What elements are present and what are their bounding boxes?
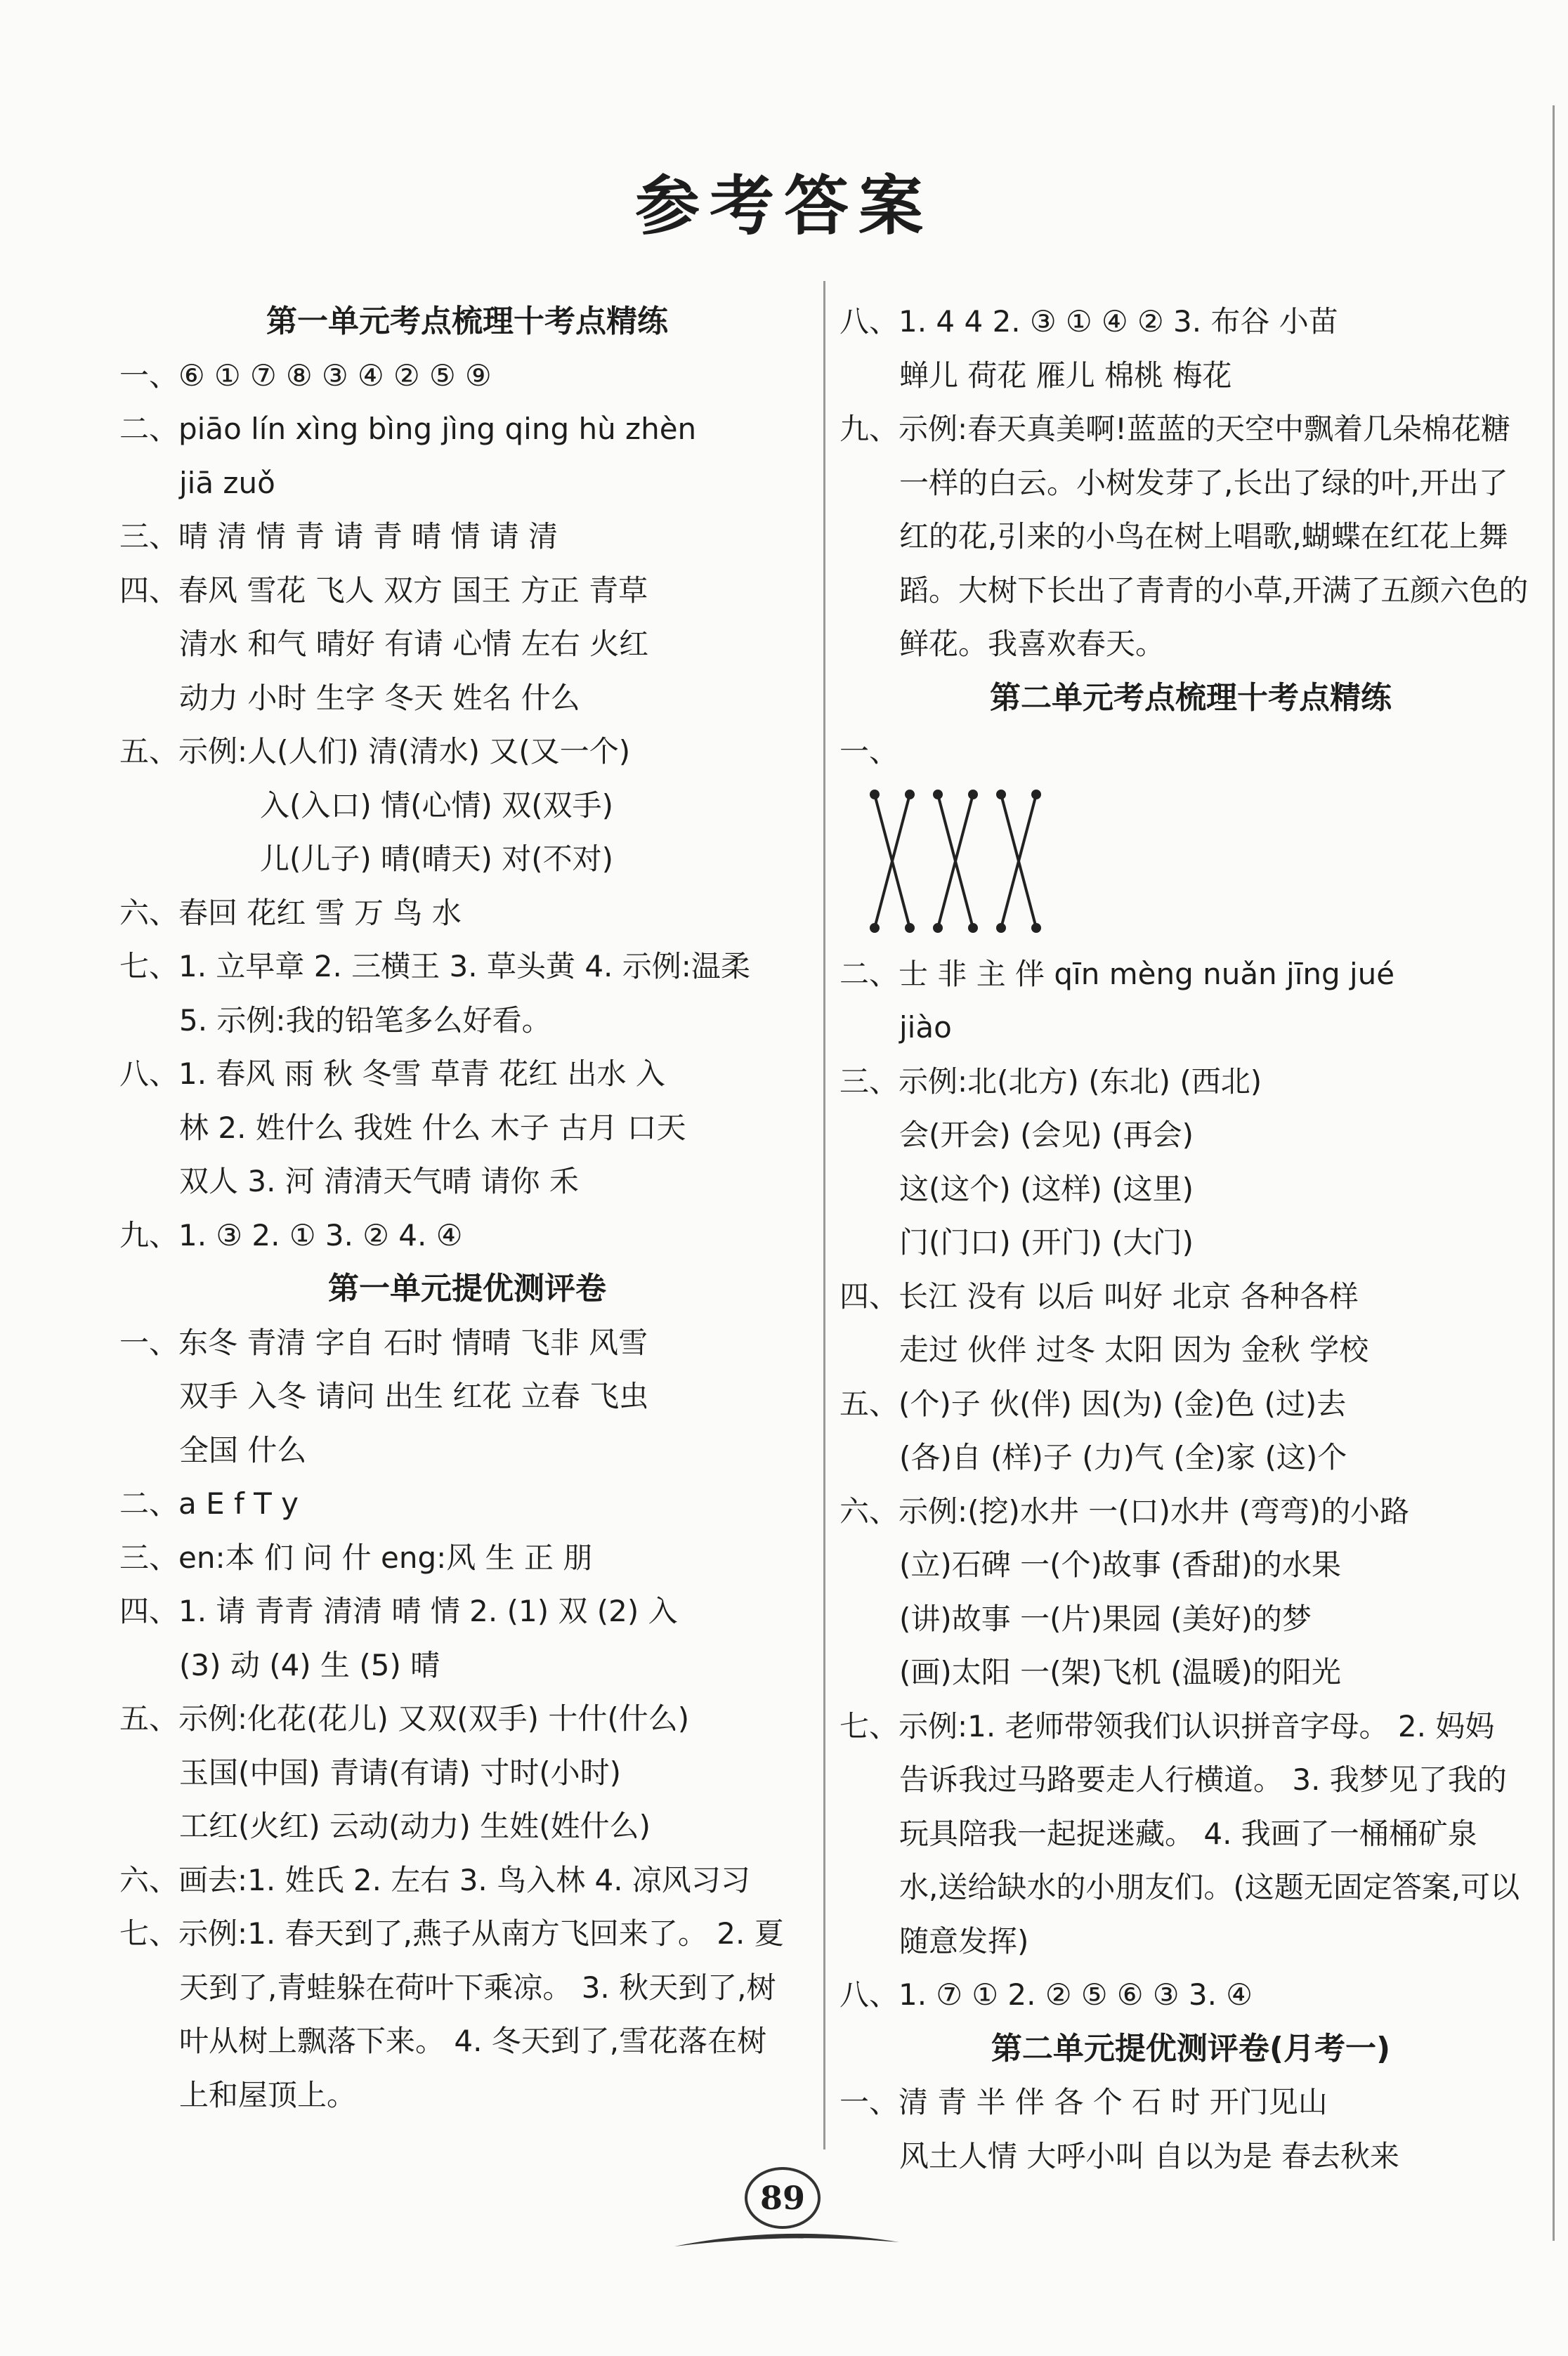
page-number: 89 (745, 2167, 821, 2229)
answer-line: 一样的白云。小树发芽了,长出了绿的叶,开出了 (899, 465, 1508, 500)
answer-line: 八、1. 春风 雨 秋 冬雪 草青 花红 出水 入 (119, 1056, 665, 1091)
right-column (839, 295, 1542, 2183)
page-edge-line (1553, 105, 1555, 2241)
answer-line: 七、1. 立早章 2. 三横王 3. 草头黄 4. 示例:温柔 (119, 949, 750, 983)
answer-line: (画)太阳 一(架)飞机 (温暖)的阳光 (899, 1655, 1342, 1689)
section-heading: 第一单元提优测评卷 (328, 1271, 606, 1307)
answer-line: 鲜花。我喜欢春天。 (899, 627, 1165, 661)
answer-line: 一、⑥ ① ⑦ ⑧ ③ ④ ② ⑤ ⑨ (119, 358, 492, 393)
answer-line: jiào (899, 1010, 952, 1045)
answer-line: 六、春回 花红 雪 万 鸟 水 (119, 895, 462, 930)
section-heading: 第一单元考点梳理十考点精练 (266, 303, 668, 339)
answer-line: 双人 3. 河 清清天气晴 请你 禾 (179, 1164, 579, 1198)
answer-line: 清水 和气 晴好 有请 心情 左右 火红 (179, 627, 649, 661)
answer-line: 三、示例:北(北方) (东北) (西北) (839, 1064, 1262, 1099)
answer-line: 一、清 青 半 伴 各 个 石 时 开门见山 (839, 2085, 1328, 2119)
answer-line: 六、画去:1. 姓氏 2. 左右 3. 鸟入林 4. 凉风习习 (119, 1862, 750, 1897)
answer-line: 八、1. 4 4 2. ③ ① ④ ② 3. 布谷 小苗 (839, 304, 1338, 339)
answer-line: 林 2. 姓什么 我姓 什么 木子 古月 口天 (179, 1110, 686, 1145)
answer-line: 儿(儿子) 晴(晴天) 对(不对) (260, 842, 614, 876)
answer-line: 一、东冬 青清 字自 石时 情晴 飞非 风雪 (119, 1325, 648, 1360)
answer-line: 玩具陪我一起捉迷藏。 4. 我画了一桶桶矿泉 (899, 1816, 1477, 1851)
answer-line: 玉国(中国) 青请(有请) 寸时(小时) (179, 1755, 622, 1790)
answer-line: 三、en:本 们 问 什 eng:风 生 正 朋 (119, 1540, 593, 1575)
answer-line: 水,送给缺水的小朋友们。(这题无固定答案,可以 (899, 1870, 1520, 1904)
answer-line: (各)自 (样)子 (力)气 (全)家 (这)个 (899, 1440, 1347, 1474)
answer-line: 二、士 非 主 伴 qīn mèng nuǎn jīng jué (839, 956, 1395, 991)
answer-line: jiā zuǒ (179, 465, 275, 500)
answer-line: 双手 入冬 请问 出生 红花 立春 飞虫 (179, 1379, 649, 1413)
answer-line: 五、(个)子 伙(伴) 因(为) (金)色 (过)去 (839, 1386, 1347, 1421)
left-column (119, 295, 815, 2122)
answer-line: 天到了,青蛙躲在荷叶下乘凉。 3. 秋天到了,树 (179, 1970, 776, 2005)
answer-line: 工红(火红) 云动(动力) 生姓(姓什么) (179, 1809, 651, 1843)
answer-line: 告诉我过马路要走人行横道。 3. 我梦见了我的 (899, 1762, 1507, 1797)
page-title: 参考答案 (634, 168, 933, 244)
answer-line: 五、示例:化花(花儿) 又双(双手) 十什(什么) (119, 1701, 690, 1736)
answer-line: 七、示例:1. 老师带领我们认识拼音字母。 2. 妈妈 (839, 1708, 1495, 1743)
section-heading: 第二单元提优测评卷(月考一) (991, 2030, 1391, 2067)
answer-line: 二、a E f T y (119, 1486, 299, 1521)
answer-line: 上和屋顶上。 (179, 2077, 357, 2112)
answer-line: 会(开会) (会见) (再会) (899, 1118, 1194, 1152)
answer-line: 门(门口) (开门) (大门) (899, 1225, 1194, 1259)
answer-line: 二、piāo lín xìng bìng jìng qing hù zhèn (119, 412, 697, 446)
answer-line: 走过 伙伴 过冬 太阳 因为 金秋 学校 (899, 1333, 1369, 1367)
answer-line: 三、晴 清 情 青 请 青 晴 情 请 清 (119, 519, 558, 554)
answer-line: 蝉儿 荷花 雁儿 棉桃 梅花 (899, 358, 1232, 393)
answer-line: 六、示例:(挖)水井 一(口)水井 (弯弯)的小路 (839, 1493, 1410, 1529)
answer-line: 这(这个) (这样) (这里) (899, 1171, 1194, 1206)
answer-line: 七、示例:1. 春天到了,燕子从南方飞回来了。 2. 夏 (119, 1916, 784, 1951)
answer-line: 一、 (839, 734, 899, 768)
answer-line: (讲)故事 一(片)果园 (美好)的梦 (899, 1601, 1312, 1636)
answer-line: 五、示例:人(人们) 清(清水) 又(又一个) (119, 734, 631, 768)
answer-line: 风土人情 大呼小叫 自以为是 春去秋来 (899, 2138, 1400, 2173)
answer-line: 动力 小时 生字 冬天 姓名 什么 (179, 680, 580, 715)
answer-line: 九、示例:春天真美啊!蓝蓝的天空中飘着几朵棉花糖 (839, 412, 1510, 446)
answer-line: 叶从树上飘落下来。 4. 冬天到了,雪花落在树 (179, 2024, 767, 2058)
answer-line: 四、1. 请 青青 清清 晴 情 2. (1) 双 (2) 入 (119, 1594, 678, 1628)
answer-line: 九、1. ③ 2. ① 3. ② 4. ④ (119, 1217, 463, 1252)
matching-lines-diagram (839, 779, 1542, 948)
answer-line: 八、1. ⑦ ① 2. ② ⑤ ⑥ ③ 3. ④ (839, 1977, 1253, 2012)
answer-line: 入(入口) 情(心情) 双(双手) (260, 787, 614, 823)
answer-line: 随意发挥) (899, 1923, 1029, 1958)
answer-line: 红的花,引来的小鸟在树上唱歌,蝴蝶在红花上舞 (899, 519, 1508, 554)
answer-line: 四、春风 雪花 飞人 双方 国王 方正 青草 (119, 572, 648, 608)
answer-line: 蹈。大树下长出了青青的小草,开满了五颜六色的 (899, 572, 1529, 608)
answer-line: (立)石碑 一(个)故事 (香甜)的水果 (899, 1547, 1342, 1582)
answer-line: 全国 什么 (179, 1432, 307, 1467)
answer-line: 四、长江 没有 以后 叫好 北京 各种各样 (839, 1278, 1359, 1314)
column-divider (823, 281, 825, 2149)
section-heading: 第二单元考点梳理十考点精练 (990, 679, 1392, 716)
answer-line: (3) 动 (4) 生 (5) 晴 (179, 1647, 440, 1682)
answer-line: 5. 示例:我的铅笔多么好看。 (179, 1002, 551, 1038)
